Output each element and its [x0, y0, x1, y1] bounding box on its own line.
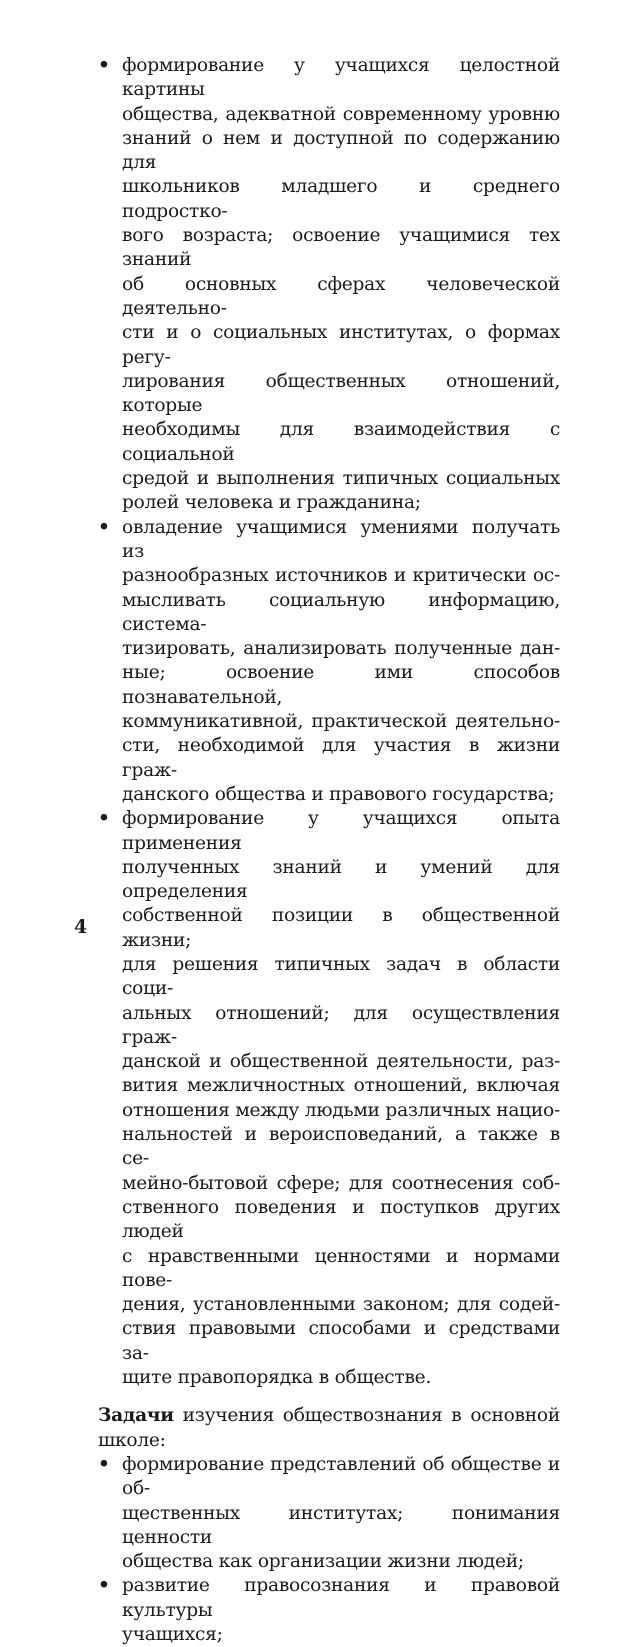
text-line: лирования общественных отношений, которые	[122, 370, 560, 417]
text-line: тизировать, анализировать полученные дан-	[122, 638, 560, 660]
tasks-paragraph	[98, 1404, 560, 1453]
text-line: сти и о социальных институтах, о формах регу-	[122, 322, 560, 368]
page-content	[98, 54, 560, 1647]
goals-list-item	[98, 54, 560, 516]
text-line: полученных знаний и умений для определения	[122, 856, 560, 903]
text-line: вого возраста; освоение учащимися тех знаний	[122, 225, 560, 271]
text-line: сти, необходимой для участия в жизни граж-	[122, 735, 560, 781]
text-line: вития межличностных отношений, включая	[122, 1075, 560, 1097]
goals-list-item	[98, 807, 560, 1390]
bullet-icon: •	[98, 808, 110, 830]
text-line: общества, адекватной современному уровню	[122, 103, 560, 125]
text-line: школе:	[98, 1429, 166, 1451]
text-line: формирование у учащихся опыта применения	[122, 808, 560, 854]
text-line: альных отношений; для осуществления граж-	[122, 1002, 560, 1048]
body-text	[98, 54, 560, 1647]
text-line: формирование представлений об обществе и об-	[122, 1453, 560, 1500]
text-line: ролей человека и гражданина;	[122, 492, 421, 514]
text-line: нальностей и вероисповеданий, а также в се-	[122, 1124, 560, 1170]
tasks-list-item	[98, 1574, 560, 1647]
text-line: ные; освоение ими способов познавательной,	[122, 662, 560, 708]
text-line	[98, 1404, 560, 1428]
bullet-icon: •	[98, 1453, 110, 1475]
goals-list-item	[98, 516, 560, 808]
text-line: собственной позиции в общественной жизни;	[122, 905, 560, 951]
text-line: разнообразных источников и критически ос-	[122, 565, 560, 587]
text-line: ственного поведения и поступков других людей	[122, 1196, 560, 1243]
text-line: об основных сферах человеческой деятельно-	[122, 273, 560, 319]
text-line: данской и общественной деятельности, раз-	[122, 1051, 560, 1073]
tasks-list-item	[98, 1453, 560, 1574]
text-line: формирование у учащихся целостной картины	[122, 55, 560, 101]
text-line: отношения между людьми различных нацио-	[122, 1099, 560, 1121]
text-line: учащихся;	[122, 1624, 223, 1645]
text-line: щите правопорядка в обществе.	[122, 1367, 432, 1389]
bullet-icon: •	[98, 55, 110, 76]
text-line: необходимы для взаимодействия с социальной	[122, 419, 560, 465]
tasks-intro-text: изучения обществознания в основной	[182, 1405, 560, 1427]
text-line: коммуникативной, практической деятельно-	[122, 711, 560, 733]
text-line: с нравственными ценностями и нормами пове-	[122, 1245, 560, 1291]
text-line: овладение учащимися умениями получать из	[122, 516, 560, 562]
text-line: для решения типичных задач в области соци-	[122, 953, 560, 1000]
text-line: мейно-бытовой сфере; для соотнесения соб-	[122, 1172, 560, 1194]
text-line: дения, установленными законом; для содей-	[122, 1294, 560, 1316]
text-line: общества как организации жизни людей;	[122, 1551, 524, 1573]
text-line: средой и выполнения типичных социальных	[122, 468, 560, 490]
tasks-list	[98, 1453, 560, 1647]
goals-list	[98, 54, 560, 1390]
text-line: данского общества и правового государства;	[122, 783, 555, 805]
text-line: мысливать социальную информацию, система-	[122, 589, 560, 635]
text-line: ствия правовыми способами и средствами за-	[122, 1318, 560, 1364]
page-number: 4	[74, 916, 88, 938]
tasks-heading: Задачи	[98, 1405, 174, 1427]
bullet-icon: •	[98, 516, 110, 538]
text-line: знаний о нем и доступной по содержанию для	[122, 127, 560, 174]
text-line: развитие правосознания и правовой культуры	[122, 1575, 560, 1621]
text-line: школьников младшего и среднего подростко-	[122, 176, 560, 222]
bullet-icon: •	[98, 1575, 110, 1597]
text-line: щественных институтах; понимания ценности	[122, 1502, 560, 1548]
